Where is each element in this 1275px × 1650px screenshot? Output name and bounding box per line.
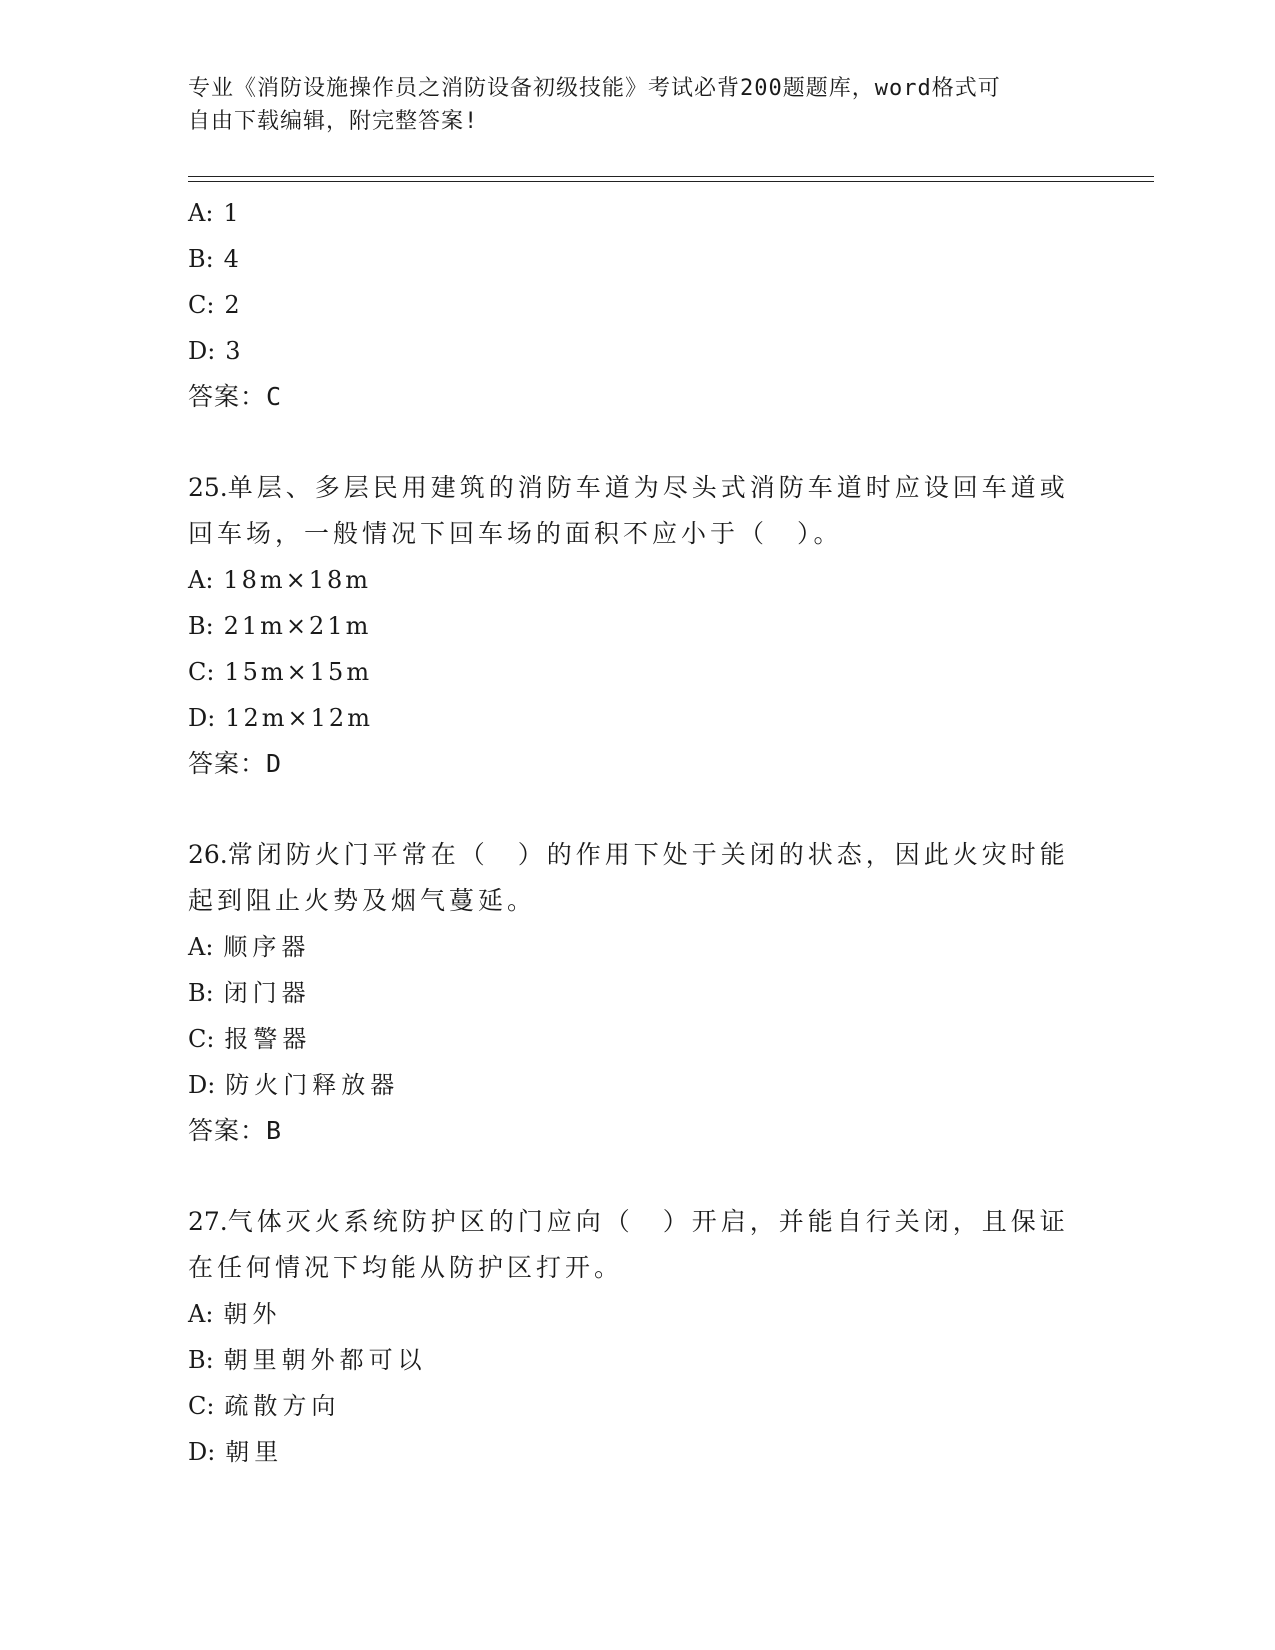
- question-number: 27.: [188, 1207, 228, 1236]
- question-block-25: [188, 465, 1088, 787]
- question-text-line-2: 在任何情况下均能从防护区打开。: [188, 1253, 624, 1282]
- header-line-2: 自由下载编辑，附完整答案!: [188, 109, 479, 134]
- option-value: 2: [224, 291, 243, 319]
- option-d: D: 3: [188, 337, 244, 365]
- answer-line: 答案：D: [188, 749, 283, 778]
- question-block-27: [188, 1199, 1088, 1475]
- question-number: 26.: [188, 840, 228, 869]
- option-value: 18m×18m: [223, 566, 372, 594]
- answer-line: 答案：B: [188, 1116, 283, 1145]
- question-block-26: [188, 832, 1088, 1154]
- option-b: B: 4: [188, 245, 242, 273]
- question-text-line-1: 27.气体灭火系统防护区的门应向（ ）开启，并能自行关闭，且保证: [188, 1207, 1069, 1236]
- option-a: A: 1: [188, 199, 242, 227]
- question-text-line-1: 26.常闭防火门平常在（ ）的作用下处于关闭的状态，因此火灾时能: [188, 840, 1069, 869]
- option-value: 报警器: [224, 1025, 312, 1053]
- question-text-line-2: 起到阻止火势及烟气蔓延。: [188, 886, 537, 915]
- option-c: C: 报警器: [188, 1025, 312, 1053]
- option-value: 21m×21m: [223, 612, 372, 640]
- question-text-line-2: 回车场，一般情况下回车场的面积不应小于（ ）。: [188, 519, 843, 548]
- header-divider-top: [188, 176, 1154, 177]
- spacer: [188, 420, 1088, 465]
- header-divider-bottom: [188, 181, 1154, 182]
- option-d: D: 朝里: [188, 1438, 284, 1466]
- document-header: [188, 72, 1088, 138]
- option-a: A: 顺序器: [188, 933, 311, 961]
- option-d: D: 防火门释放器: [188, 1071, 400, 1099]
- option-a: A: 朝外: [188, 1300, 282, 1328]
- option-b: B: 21m×21m: [188, 612, 372, 640]
- option-c: C: 疏散方向: [188, 1392, 341, 1420]
- spacer: [188, 787, 1088, 832]
- option-value: 4: [223, 245, 242, 273]
- question-block-prev: [188, 190, 1088, 420]
- question-list: [188, 190, 1088, 1475]
- option-value: 防火门释放器: [225, 1071, 400, 1099]
- spacer: [188, 1154, 1088, 1199]
- option-value: 顺序器: [223, 933, 311, 961]
- option-c: C: 15m×15m: [188, 658, 373, 686]
- option-value: 朝里: [225, 1438, 284, 1466]
- option-value: 闭门器: [223, 979, 311, 1007]
- option-value: 朝里朝外都可以: [223, 1346, 427, 1374]
- answer-line: 答案：C: [188, 382, 283, 411]
- option-value: 疏散方向: [224, 1392, 341, 1420]
- option-c: C: 2: [188, 291, 243, 319]
- question-text-line-1: 25.单层、多层民用建筑的消防车道为尽头式消防车道时应设回车道或: [188, 473, 1069, 502]
- option-value: 12m×12m: [225, 704, 373, 732]
- header-line-1: 专业《消防设施操作员之消防设备初级技能》考试必背200题题库，word格式可: [188, 76, 1001, 101]
- option-value: 15m×15m: [224, 658, 373, 686]
- option-value: 朝外: [223, 1300, 282, 1328]
- option-value: 3: [225, 337, 244, 365]
- question-number: 25.: [188, 473, 228, 502]
- option-value: 1: [223, 199, 242, 227]
- option-b: B: 闭门器: [188, 979, 311, 1007]
- option-d: D: 12m×12m: [188, 704, 373, 732]
- option-a: A: 18m×18m: [188, 566, 372, 594]
- option-b: B: 朝里朝外都可以: [188, 1346, 427, 1374]
